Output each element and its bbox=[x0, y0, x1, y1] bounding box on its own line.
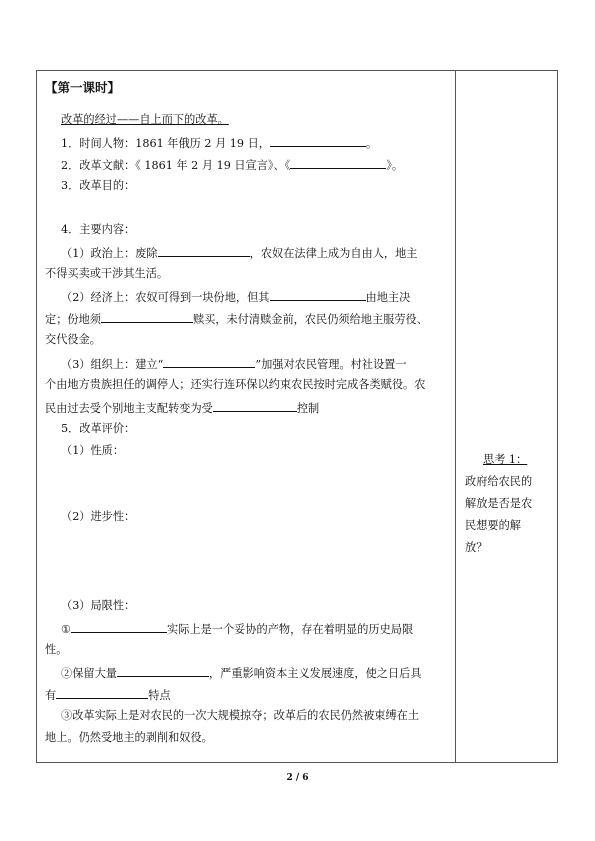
blank-1 bbox=[270, 135, 366, 147]
blank-9 bbox=[117, 665, 209, 677]
thinking-question-line-2: 解放是否是农 bbox=[465, 497, 533, 510]
limitation-2: ②保留大量 ，严重影响资本主义发展速度，使之日后具 bbox=[61, 667, 422, 680]
thinking-question-line-1: 政府给农民的 bbox=[465, 475, 533, 488]
blank-7 bbox=[213, 400, 297, 412]
item-2: 2．改革文献：《 1861 年 2 月 19 日宣言》、《 》。 bbox=[61, 159, 404, 172]
thinking-title: 思考 1： bbox=[483, 453, 528, 466]
content-organization: （3）组织上：建立“ ”加强对农民管理。村社设置一 bbox=[61, 358, 407, 371]
blank-5 bbox=[101, 311, 193, 323]
content-economic: （2）经济上：农奴可得到一块份地，但其 由地主决 bbox=[61, 291, 411, 304]
content-organization-cont: 个由地方贵族担任的调停人；还实行连环保以约束农民按时完成各类赋役。农 bbox=[45, 378, 426, 391]
content-organization-cont2: 民由过去受个别地主支配转变为受 控制 bbox=[45, 402, 320, 415]
thinking-question-line-3: 民想要的解 bbox=[465, 519, 521, 532]
eval-progress: （2）进步性： bbox=[61, 510, 136, 523]
limitation-3: ③改革实际上是对农民的一次大规模掠夺；改革后的农民仍然被束缚在土 bbox=[61, 709, 420, 722]
item-4: 4．主要内容： bbox=[61, 223, 136, 236]
blank-8 bbox=[71, 621, 167, 633]
limitation-1-cont: 性。 bbox=[45, 643, 68, 656]
item-5: 5．改革评价： bbox=[61, 422, 136, 435]
content-political-cont: 不得买卖或干涉其生活。 bbox=[45, 267, 169, 280]
limitation-2-cont: 有 特点 bbox=[45, 689, 171, 702]
eval-nature: （1）性质： bbox=[61, 444, 125, 457]
page-number: 2 / 6 bbox=[286, 773, 309, 783]
item-3: 3．改革目的： bbox=[61, 179, 136, 192]
item-1: 1．时间人物：1861 年俄历 2 月 19 日， 。 bbox=[61, 137, 378, 150]
blank-2 bbox=[290, 157, 386, 169]
section-title: 改革的经过——自上而下的改革。 bbox=[61, 113, 229, 126]
worksheet-table bbox=[36, 70, 558, 763]
blank-3 bbox=[158, 245, 250, 257]
eval-limitation: （3）局限性： bbox=[61, 599, 136, 612]
blank-6 bbox=[163, 356, 255, 368]
blank-4 bbox=[270, 289, 366, 301]
blank-10 bbox=[56, 687, 148, 699]
limitation-1: ① 实际上是一个妥协的产物，存在着明显的历史局限 bbox=[61, 623, 414, 636]
content-economic-cont: 定；份地须 赎买，未付清赎金前，农民仍须给地主服劳役、 bbox=[45, 313, 428, 326]
thinking-question-line-4: 放？ bbox=[465, 541, 488, 554]
content-economic-cont2: 交代役金。 bbox=[45, 333, 101, 346]
column-divider bbox=[455, 71, 456, 762]
lesson-heading: 【第一课时】 bbox=[45, 80, 121, 95]
content-political: （1）政治上：废除 ，农奴在法律上成为自由人，地主 bbox=[61, 247, 418, 260]
limitation-3-cont: 地上。仍然受地主的剥削和奴役。 bbox=[45, 731, 213, 744]
